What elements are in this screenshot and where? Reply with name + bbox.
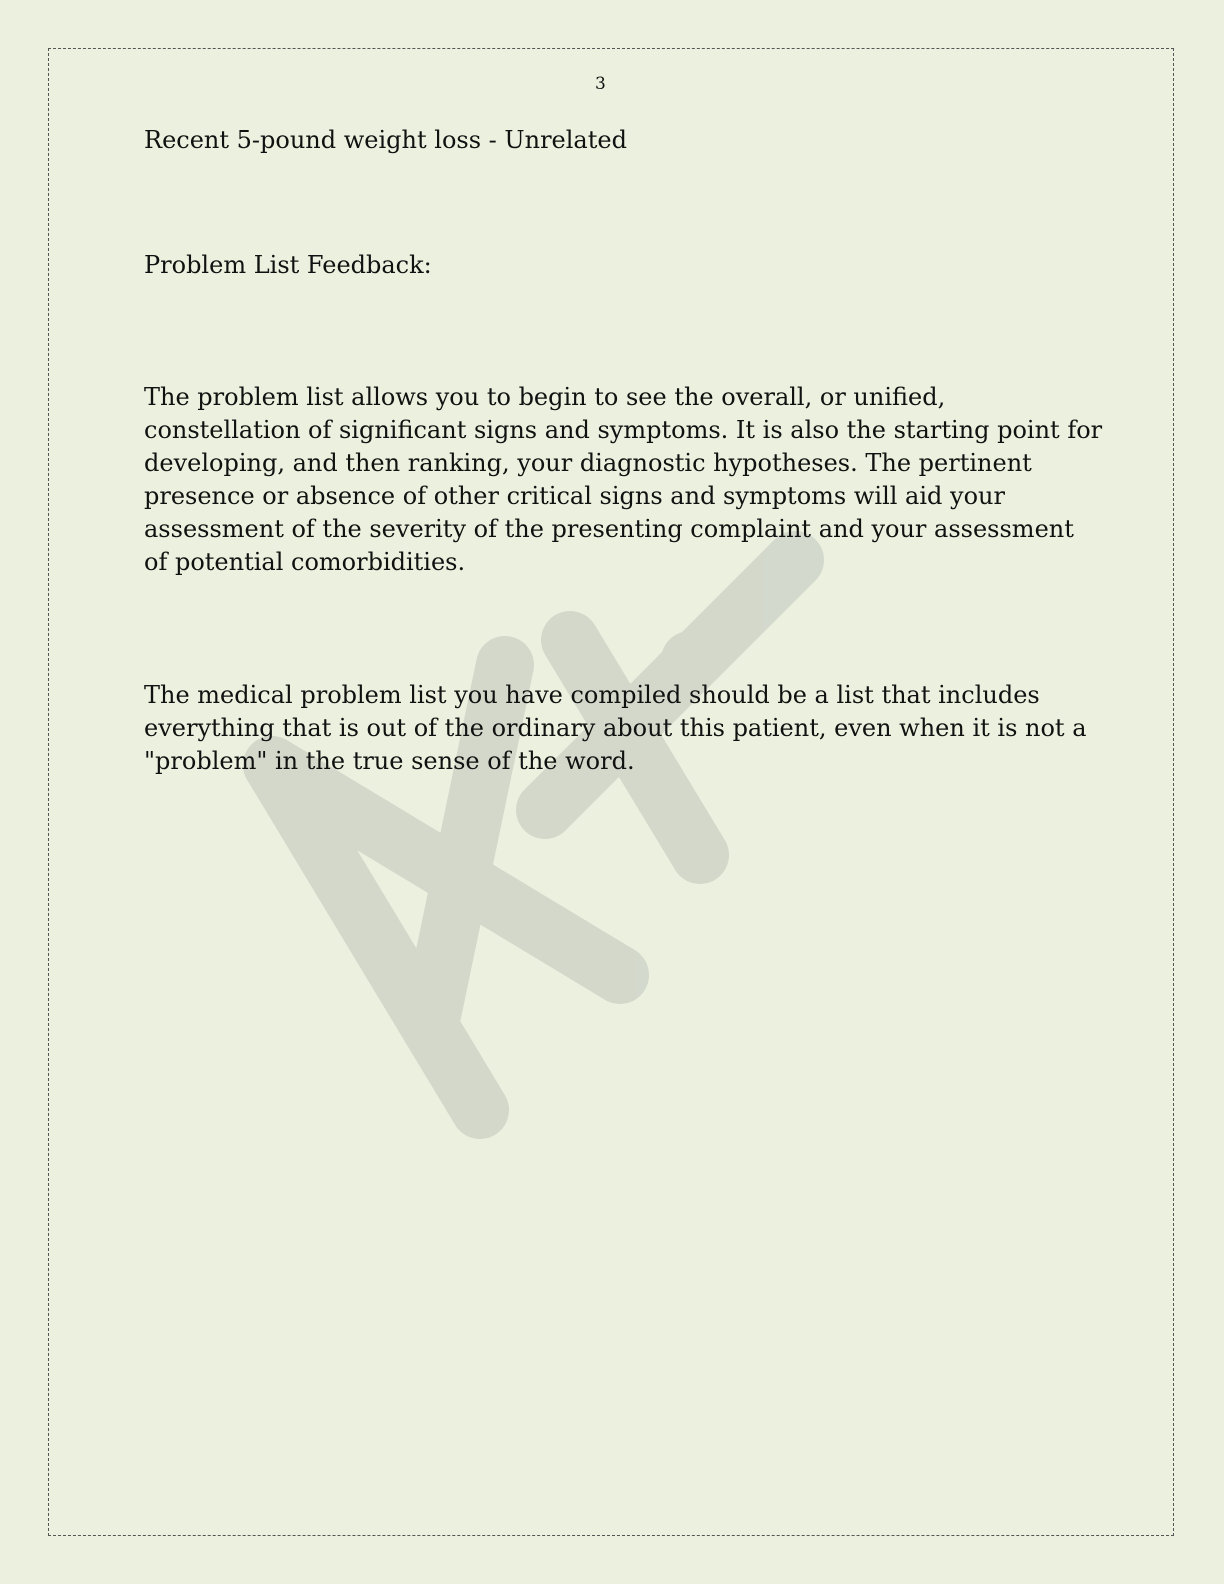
paragraph-line: everything that is out of the ordinary about this patient, even when it is not a	[144, 714, 1087, 742]
page-number: 3	[595, 74, 606, 94]
paragraph-line: The problem list allows you to begin to see the overall, or unified,	[144, 383, 946, 411]
paragraph-line: of potential comorbidities.	[144, 548, 466, 576]
paragraph-line: The medical problem list you have compiled should be a list that includes	[144, 681, 1040, 709]
paragraph-line: "problem" in the true sense of the word.	[144, 747, 635, 775]
section-title: Problem List Feedback:	[144, 251, 432, 279]
paragraph-medical-list	[144, 679, 1087, 778]
paragraph-line: assessment of the severity of the presenting complaint and your assessment	[144, 515, 1074, 543]
weight-loss-line: Recent 5-pound weight loss - Unrelated	[144, 126, 627, 154]
paragraph-line: developing, and then ranking, your diagnostic hypotheses. The pertinent	[144, 449, 1032, 477]
paragraph-problem-list	[144, 381, 1102, 579]
paragraph-line: constellation of significant signs and symptoms. It is also the starting point for	[144, 416, 1103, 444]
paragraph-line: presence or absence of other critical signs and symptoms will aid your	[144, 482, 1005, 510]
